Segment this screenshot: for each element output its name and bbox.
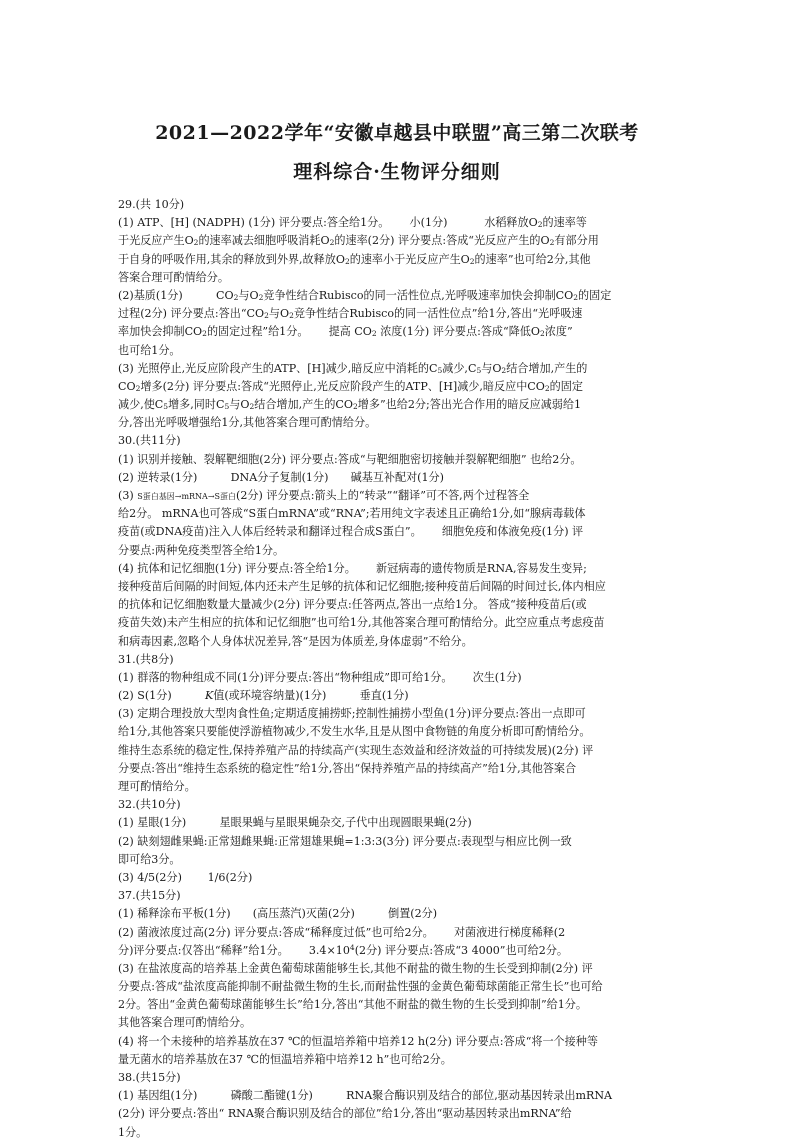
text-line: 的抗体和记忆细胞数量大量减少(2分) 评分要点:任答两点,答出一点给1分。 答成“接种疫苗后(或 xyxy=(118,598,587,612)
text-line: 分)评分要点:仅答出“稀释”给1分。 $3.4\times 10^4(2$分) 评分要点:答成“3 4000”也可给2分。 xyxy=(118,942,569,957)
text-line: (3) S蛋白基因→mRNA→S蛋白(2分) 评分要点:箭头上的“转录”“翻译”可不答,两个过程答全 xyxy=(118,489,530,502)
text-line: 分要点:答成“盐浓度高能抑制不耐盐微生物的生长,而耐盐性强的金黄色葡萄球菌能正常生长”也可给 xyxy=(118,980,603,994)
text-line: (3) 光照停止,光反应阶段产生的ATP、[H]减少,暗反应中消耗的$C_5$减少$,C_5$与$O_2$结合增加,产生的 xyxy=(118,361,588,375)
text-line: 也可给1分。 xyxy=(118,343,181,357)
text-line: (3) 在盐浓度高的培养基上金黄色葡萄球菌能够生长,其他不耐盐的微生物的生长受到抑制(2分) 评 xyxy=(118,961,593,975)
text-line: (1) 基因组(1分) 磷酸二酯键(1分) RNA聚合酶识别及结合的部位,驱动基因转录出mRNA xyxy=(118,1089,613,1103)
text-line: (1) 群落的物种组成不同(1分)评分要点:答出“物种组成”即可给1分。 次生(1分) xyxy=(118,670,522,684)
text-line: 30.(共11分) xyxy=(118,434,181,448)
text-line: 2分。答出“金黄色葡萄球菌能够生长”给1分,答出“其他不耐盐的微生物的生长受到抑制”给1分。 xyxy=(118,998,587,1012)
text-line: 29.(共 10分) xyxy=(118,198,185,211)
text-line: 即可给3分。 xyxy=(118,852,181,866)
document-title: 2021—2022学年“安徽卓越县中联盟”高三第二次联考 xyxy=(155,122,639,144)
text-line: (3) 定期合理投放大型肉食性鱼;定期适度捕捞虾;控制性捕捞小型鱼(1分)评分要点:答出一点即可 xyxy=(118,707,586,721)
document-body xyxy=(118,196,678,1142)
text-line: 分,答出光呼吸增强给1分,其他答案合理可酌情给分。 xyxy=(118,416,377,430)
text-line: 给2分。 mRNA也可答成“S蛋白mRNA”或“RNA”;若用纯文字表述且正确给1分,如“腺病毒载体 xyxy=(118,507,586,521)
text-line: 31.(共8分) xyxy=(118,652,174,666)
text-line: (2分) 评分要点:答出“ RNA聚合酶识别及结合的部位”给1分,答出“驱动基因转录出mRNA”给 xyxy=(118,1107,572,1121)
text-line: (2) S(1分) K值(或环境容纳量)(1分) 垂直(1分) xyxy=(118,689,409,703)
text-line: (2) 菌液浓度过高(2分) 评分要点:答成“稀释度过低”也可给2分。 对菌液进行梯度稀释(2 xyxy=(118,925,566,939)
text-line: (4) 将一个未接种的培养基放在37 ℃的恒温培养箱中培养12 h(2分) 评分要点:答成“将一个接种等 xyxy=(118,1034,598,1048)
document-subtitle: 理科综合·生物评分细则 xyxy=(293,161,501,183)
text-line: 37.(共15分) xyxy=(118,889,181,903)
text-line: (4) 抗体和记忆细胞(1分) 评分要点:答全给1分。 新冠病毒的遗传物质是RNA,容易发生变异; xyxy=(118,561,587,575)
text-line: 量无菌水的培养基放在37 ℃的恒温培养箱中培养12 h”也可给2分。 xyxy=(118,1052,452,1066)
text-line: 接种疫苗后间隔的时间短,体内还未产生足够的抗体和记忆细胞;接种疫苗后间隔的时间过长,体内相应 xyxy=(118,579,606,593)
text-line: $CO_2$增多(2分) 评分要点:答成“光照停止,光反应阶段产生的ATP、[H]减少,暗反应中$CO_2$的固定 xyxy=(118,379,583,393)
text-line: (2)基质(1分) $CO_2$与$O_2$竞争性结合Rubisco的同一活性位点,光呼吸速率加快会抑制$CO_2$的固定 xyxy=(118,288,612,302)
text-line: 维持生态系统的稳定性,保持养殖产品的持续高产(实现生态效益和经济效益的可持续发展)(2分) 评 xyxy=(118,743,594,757)
text-line: 理可酌情给分。 xyxy=(118,780,196,793)
text-line: 疫苗失效)未产生相应的抗体和记忆细胞”也可给1分,其他答案合理可酌情给分。此空应重点考虑疫苗 xyxy=(118,616,605,630)
text-line: 过程(2分) 评分要点:答出“$CO_2$与$O_2$竞争性结合Rubisco的同一活性位点”给1分,答出“光呼吸速 xyxy=(118,307,583,321)
text-line: (2) 逆转录(1分) DNA分子复制(1分) 碱基互补配对(1分) xyxy=(118,470,444,484)
text-line: 于光反应产生$O_2$的速率减去细胞呼吸消耗$O_2$的速率(2分) 评分要点:答成“光反应产生的$O_2$有部分用 xyxy=(118,234,599,248)
text-line: 于自身的呼吸作用,其余的释放到外界,故释放$O_2$的速率小于光反应产生$O_2$的速率”也可给2分,其他 xyxy=(118,252,591,266)
text-line: (2) 缺刻翅雌果蝇:正常翅雌果蝇:正常翅雄果蝇=1:3:3(3分) 评分要点:表现型与相应比例一致 xyxy=(118,834,572,848)
text-line: 答案合理可酌情给分。 xyxy=(118,270,229,284)
text-line: 38.(共15分) xyxy=(118,1071,181,1084)
text-line: (1) 稀释涂布平板(1分) (高压蒸汽)灭菌(2分) 倒置(2分) xyxy=(118,907,438,921)
text-line: (1) 识别并接触、裂解靶细胞(2分) 评分要点:答成“与靶细胞密切接触并裂解靶细胞” 也给2分。 xyxy=(118,452,582,466)
text-line: 其他答案合理可酌情给分。 xyxy=(118,1016,252,1030)
text-line: 和病毒因素,忽略个人身体状况差异,答“是因为体质差,身体虚弱”不给分。 xyxy=(118,634,473,648)
text-line: (3) 4/5(2分) 1/6(2分) xyxy=(118,870,253,884)
text-line: 率加快会抑制$CO_2$的固定过程”给1分。 提高 $CO_2$ 浓度(1分) 评分要点:答成“降低$O_2$浓度” xyxy=(118,325,573,339)
text-line: 1分。 xyxy=(118,1125,148,1139)
text-line: 分要点:答出“维持生态系统的稳定性”给1分,答出“保持养殖产品的持续高产”给1分,其他答案合 xyxy=(118,761,577,775)
text-line: 32.(共10分) xyxy=(118,798,181,812)
text-line: 疫苗(或DNA疫苗)注入人体后经转录和翻译过程合成S蛋白”。 细胞免疫和体液免疫(1分) 评 xyxy=(118,525,584,539)
text-line: 减少,使$C_5$增多,同时$C_5$与$O_2$结合增加,产生的$CO_2$增多”也给2分;答出光合作用的暗反应减弱给1 xyxy=(118,398,582,412)
text-line: 分要点:两种免疫类型答全给1分。 xyxy=(118,543,285,557)
text-line: (1) ATP、[H] (NADPH) (1分) 评分要点:答全给1分。 小(1分) 水稻释放$O_2$的速率等 xyxy=(118,216,587,230)
text-line: (1) 星眼(1分) 星眼果蝇与星眼果蝇杂交,子代中出现圆眼果蝇(2分) xyxy=(118,816,472,830)
text-line: 给1分,其他答案只要能使浮游植物减少,不发生水华,且是从图中食物链的角度分析即可酌情给分。 xyxy=(118,725,591,739)
